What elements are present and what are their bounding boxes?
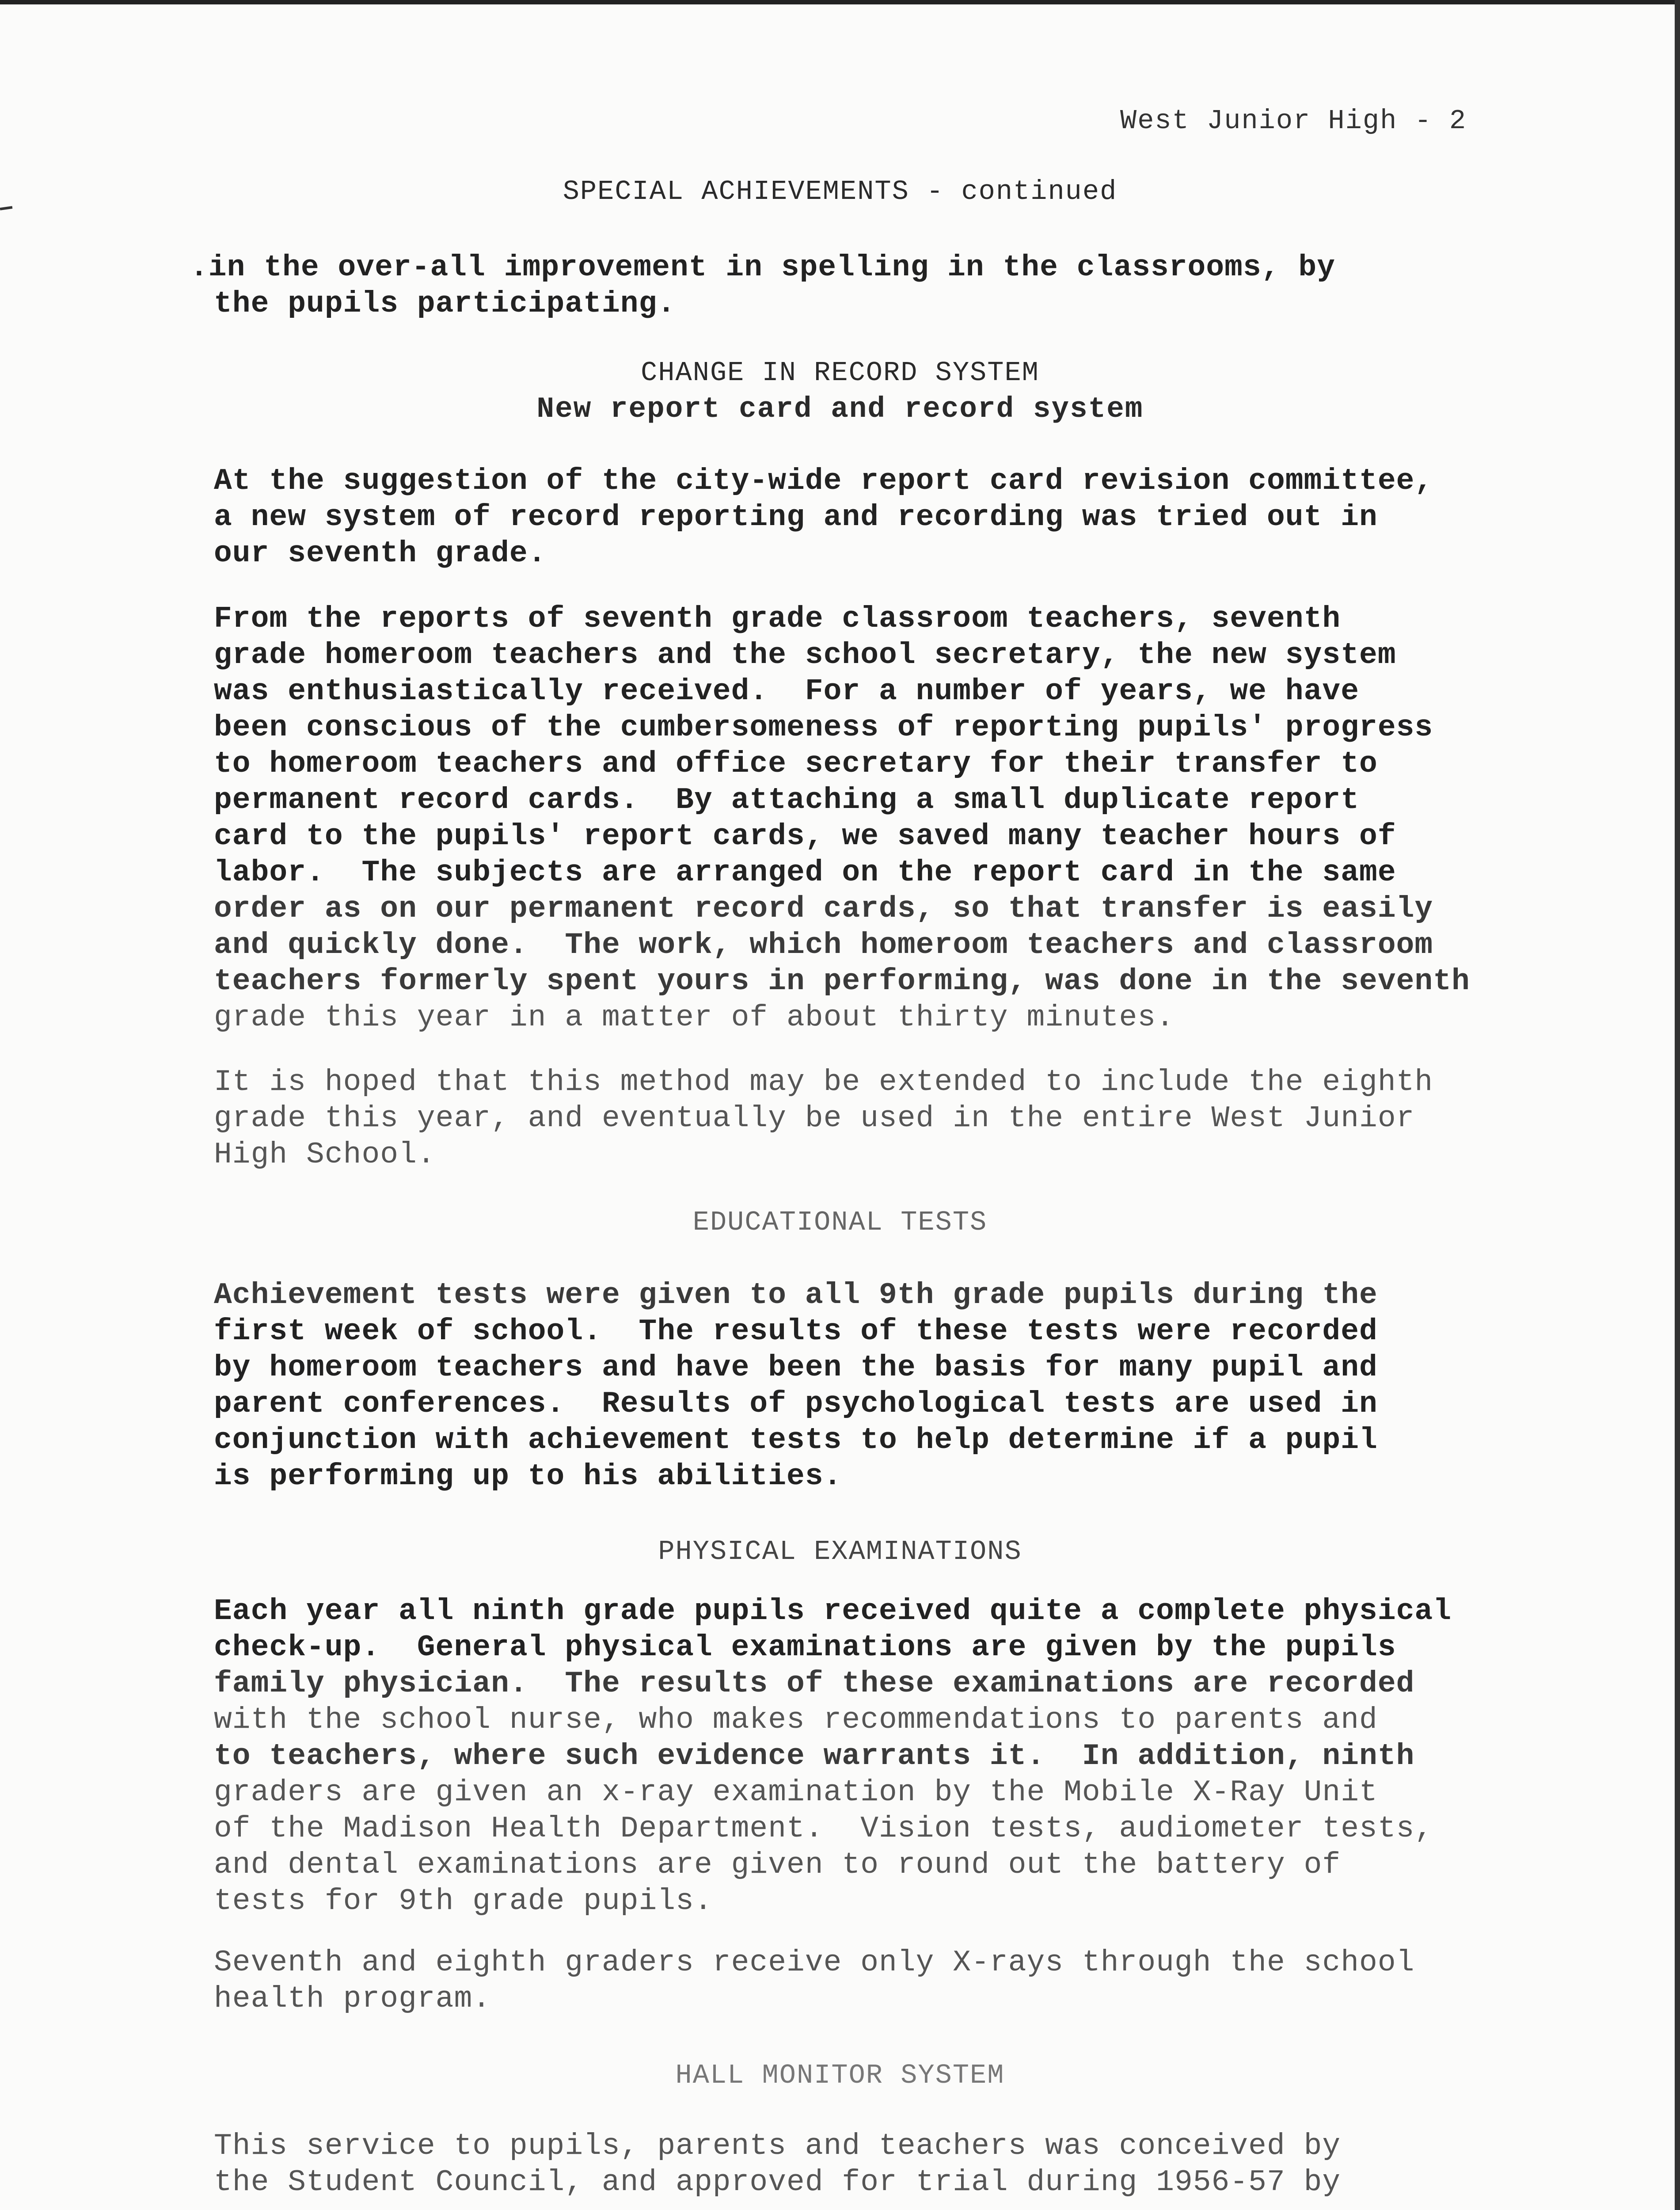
text-line: Each year all ninth grade pupils received quite a complete physical — [214, 1594, 1452, 1628]
heading-special-achievements: SPECIAL ACHIEVEMENTS - continued — [563, 176, 1117, 207]
text-line: parent conferences. Results of psychological tests are used in — [214, 1387, 1378, 1421]
subheading-record-system: New report card and record system — [536, 392, 1144, 426]
paragraph-physical-examinations-2 — [214, 1945, 1672, 2017]
text-line: to teachers, where such evidence warrants it. In addition, ninth — [214, 1739, 1415, 1773]
text-line: permanent record cards. By attaching a small duplicate report — [214, 783, 1360, 817]
text-line: the pupils participating. — [214, 287, 676, 321]
text-line: and dental examinations are given to round out the battery of — [214, 1848, 1341, 1882]
text-line: High School. — [214, 1138, 436, 1172]
text-line: our seventh grade. — [214, 537, 547, 571]
text-line: card to the pupils' report cards, we saved many teacher hours of — [214, 819, 1396, 854]
text-line: labor. The subjects are arranged on the report card in the same — [214, 856, 1396, 890]
paragraph-record-system-3 — [214, 1064, 1672, 1173]
text-line: the Student Council, and approved for trial during 1956-57 by — [214, 2165, 1341, 2199]
text-line: grade homeroom teachers and the school secretary, the new system — [214, 638, 1396, 672]
text-line: This service to pupils, parents and teachers was conceived by — [214, 2129, 1341, 2163]
text-line: grade this year in a matter of about thirty minutes. — [214, 1001, 1174, 1035]
paragraph-physical-examinations-1 — [214, 1593, 1672, 1920]
text-line: been conscious of the cumbersomeness of reporting pupils' progress — [214, 711, 1433, 745]
text-line: to homeroom teachers and office secretary for their transfer to — [214, 747, 1378, 781]
text-line: .in the over-all improvement in spelling in the classrooms, by — [190, 251, 1336, 285]
text-line: From the reports of seventh grade classroom teachers, seventh — [214, 602, 1341, 636]
text-line: with the school nurse, who makes recommendations to parents and — [214, 1703, 1378, 1737]
text-line: graders are given an x-ray examination by the Mobile X-Ray Unit — [214, 1776, 1378, 1810]
paragraph-special-achievements — [190, 250, 1648, 322]
text-line: a new system of record reporting and recording was tried out in — [214, 500, 1378, 534]
paragraph-hall-monitor-system — [214, 2128, 1672, 2201]
paragraph-record-system-2 — [214, 601, 1672, 1036]
text-line: It is hoped that this method may be extended to include the eighth — [214, 1065, 1433, 1099]
heading-physical-examinations: PHYSICAL EXAMINATIONS — [658, 1536, 1022, 1567]
text-line: is performing up to his abilities. — [214, 1459, 842, 1494]
heading-hall-monitor-system: HALL MONITOR SYSTEM — [675, 2060, 1005, 2091]
text-line: by homeroom teachers and have been the basis for many pupil and — [214, 1351, 1378, 1385]
text-line: first week of school. The results of these tests were recorded — [214, 1315, 1378, 1349]
text-line: At the suggestion of the city-wide report card revision committee, — [214, 464, 1433, 498]
scan-border-right — [1675, 0, 1680, 2210]
text-line: tests for 9th grade pupils. — [214, 1884, 713, 1918]
text-line: Achievement tests were given to all 9th grade pupils during the — [214, 1278, 1378, 1312]
page-header: West Junior High - 2 — [1120, 105, 1467, 137]
text-line: grade this year, and eventually be used in the entire West Junior — [214, 1101, 1415, 1135]
text-line: of the Madison Health Department. Vision tests, audiometer tests, — [214, 1812, 1433, 1846]
heading-educational-tests: EDUCATIONAL TESTS — [692, 1207, 988, 1238]
text-line: check-up. General physical examinations are given by the pupils — [214, 1631, 1396, 1665]
scan-border-top — [0, 0, 1680, 4]
text-line: and quickly done. The work, which homeroom teachers and classroom — [214, 928, 1433, 962]
paragraph-educational-tests — [214, 1277, 1672, 1495]
text-line: conjunction with achievement tests to help determine if a pupil — [214, 1423, 1378, 1457]
heading-record-system: CHANGE IN RECORD SYSTEM — [641, 357, 1039, 389]
text-line: was enthusiastically received. For a number of years, we have — [214, 674, 1360, 709]
text-line: family physician. The results of these examinations are recorded — [214, 1667, 1415, 1701]
text-line: order as on our permanent record cards, so that transfer is easily — [214, 892, 1433, 926]
text-line: Seventh and eighth graders receive only X-rays through the school — [214, 1946, 1415, 1980]
text-line: teachers formerly spent yours in performing, was done in the seventh — [214, 964, 1470, 998]
paragraph-record-system-1 — [214, 463, 1672, 572]
text-line: health program. — [214, 1982, 491, 2016]
